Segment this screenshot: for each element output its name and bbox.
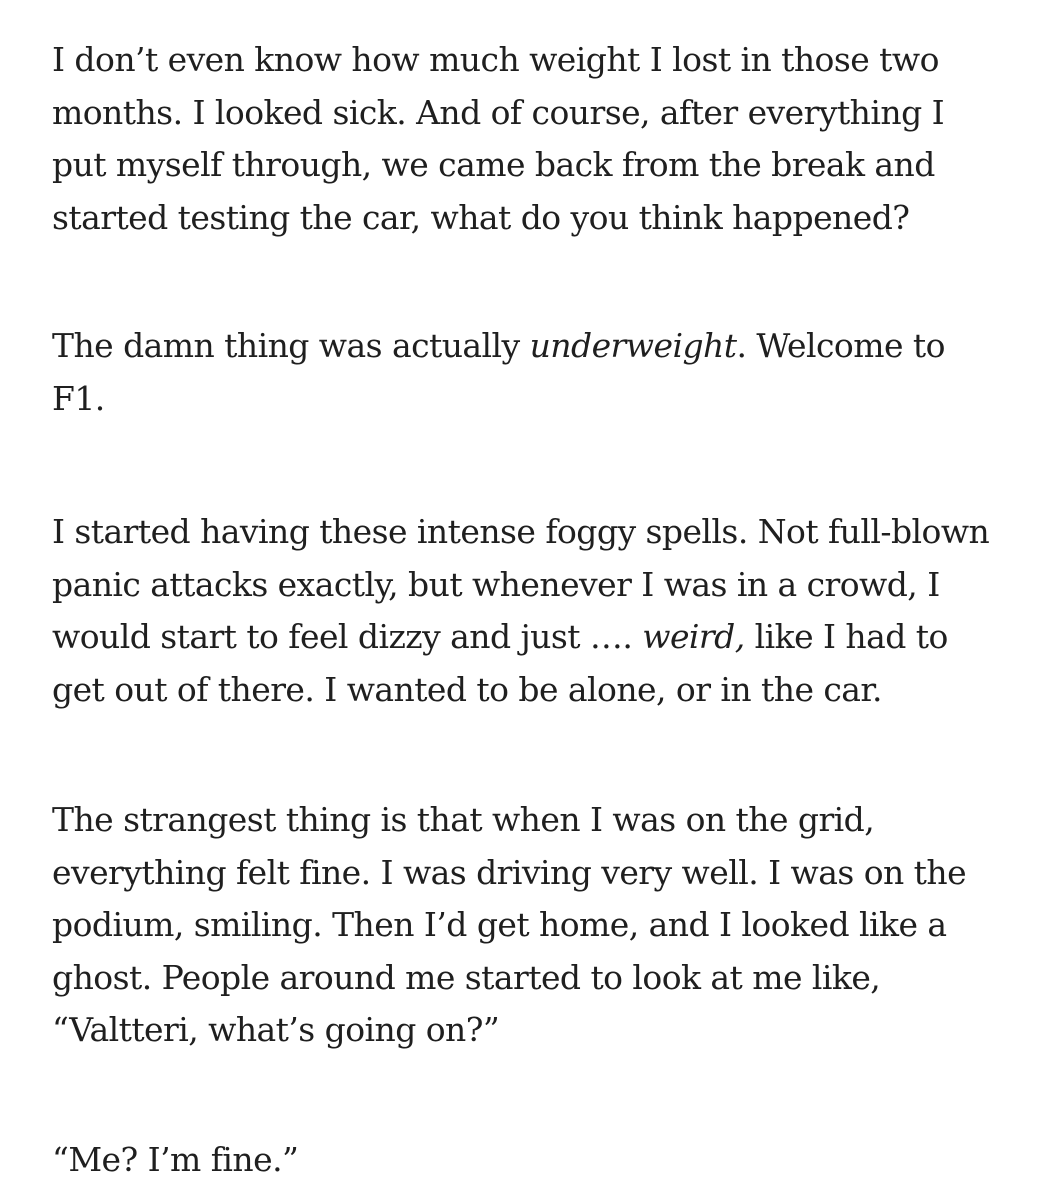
text-run: The damn thing was actually [52,326,530,365]
paragraph-im-fine [52,1134,1012,1187]
text-line [52,320,1012,373]
text-line: The strangest thing is that when I was on the grid, [52,800,875,839]
italic-text: underweight [529,326,737,365]
text-line: panic attacks exactly, but whenever I was in a crowd, I [52,564,940,604]
paragraph-foggy-spells [52,506,1012,716]
text-line: started testing the car, what do you think happened? [52,197,910,237]
text-line: I started having these intense foggy spells. Not full-blown [52,512,990,551]
paragraph-underweight [52,320,1012,425]
text-line [52,611,1012,664]
paragraph-weight-loss [52,34,1012,244]
italic-text: weird, [642,617,745,657]
text-line: months. I looked sick. And of course, after everything I [52,92,945,132]
paragraph-on-the-grid [52,794,1012,1057]
text-line: everything felt fine. I was driving very well. I was on the [52,852,967,892]
text-line: F1. [52,378,105,418]
text-line: “Valtteri, what’s going on?” [52,1010,500,1050]
text-run: would start to feel dizzy and just …. [52,617,643,657]
text-line: get out of there. I wanted to be alone, or in the car. [52,669,882,709]
text-line: podium, smiling. Then I’d get home, and I looked like a [52,905,947,945]
text-run: . Welcome to [736,326,945,365]
text-line: “Me? I’m fine.” [52,1140,299,1179]
text-line: ghost. People around me started to look at me like, [52,957,881,997]
text-line: I don’t even know how much weight I lost in those two [52,40,939,79]
text-line: put myself through, we came back from the break and [52,145,935,185]
text-run: like I had to [744,617,948,657]
